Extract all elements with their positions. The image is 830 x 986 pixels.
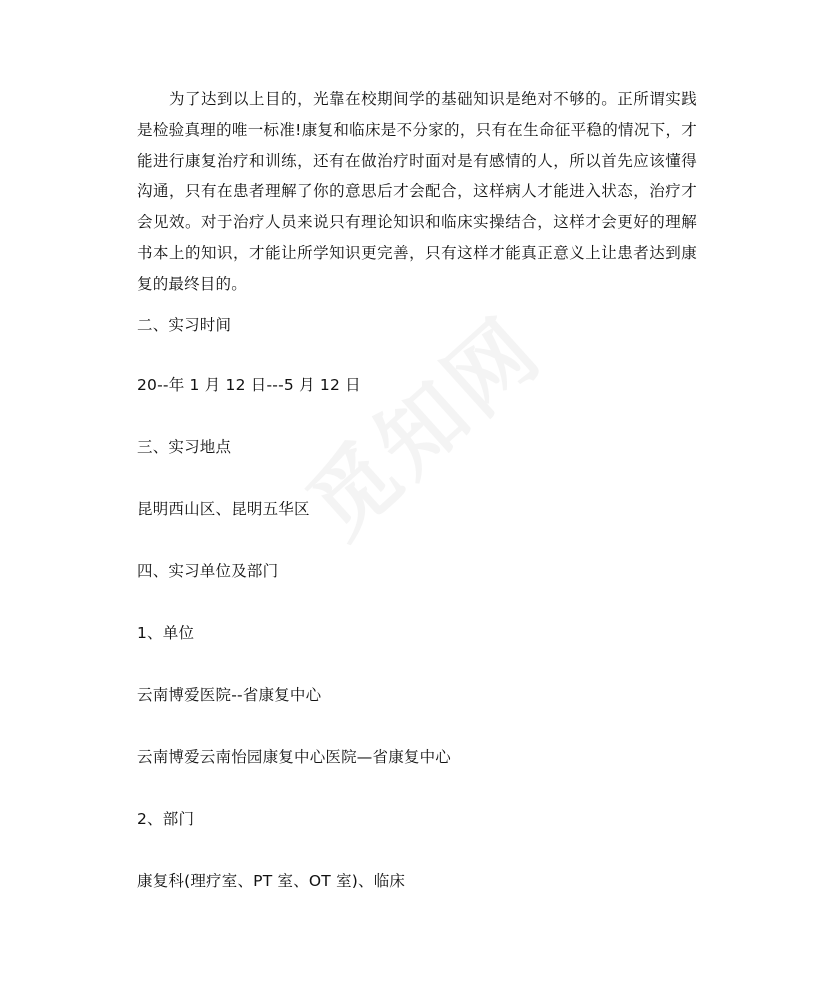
unit-item-1: 云南博爱医院--省康复中心 xyxy=(137,686,322,704)
unit-subheading: 1、单位 xyxy=(137,624,195,642)
section-place-value: 昆明西山区、昆明五华区 xyxy=(137,500,310,518)
section-time-value: 20--年 1 月 12 日---5 月 12 日 xyxy=(137,376,361,394)
watermark-logo xyxy=(252,262,588,582)
intro-paragraph: 为了达到以上目的，光靠在校期间学的基础知识是绝对不够的。正所谓实践是检验真理的唯一标准!康复和临床是不分家的，只有在生命征平稳的情况下，才能进行康复治疗和训练，还有在做治疗时面对是有感情的人，所以首先应该懂得沟通，只有在患者理解了你的意思后才会配合，这样病人才能进入状态，治疗才会见效。对于治疗人员来说只有理论知识和临床实操结合，这样才会更好的理解书本上的知识，才能让所学知识更完善，只有这样才能真正意义上让患者达到康复的最终目的。 xyxy=(137,90,697,293)
section-unit-heading: 四、实习单位及部门 xyxy=(137,562,279,580)
section-time-heading: 二、实习时间 xyxy=(137,316,232,334)
unit-item-2: 云南博爱云南怡园康复中心医院—省康复中心 xyxy=(137,748,452,766)
section-place-heading: 三、实习地点 xyxy=(137,438,232,456)
department-subheading: 2、部门 xyxy=(137,810,195,828)
department-value: 康复科(理疗室、PT 室、OT 室)、临床 xyxy=(137,872,406,890)
